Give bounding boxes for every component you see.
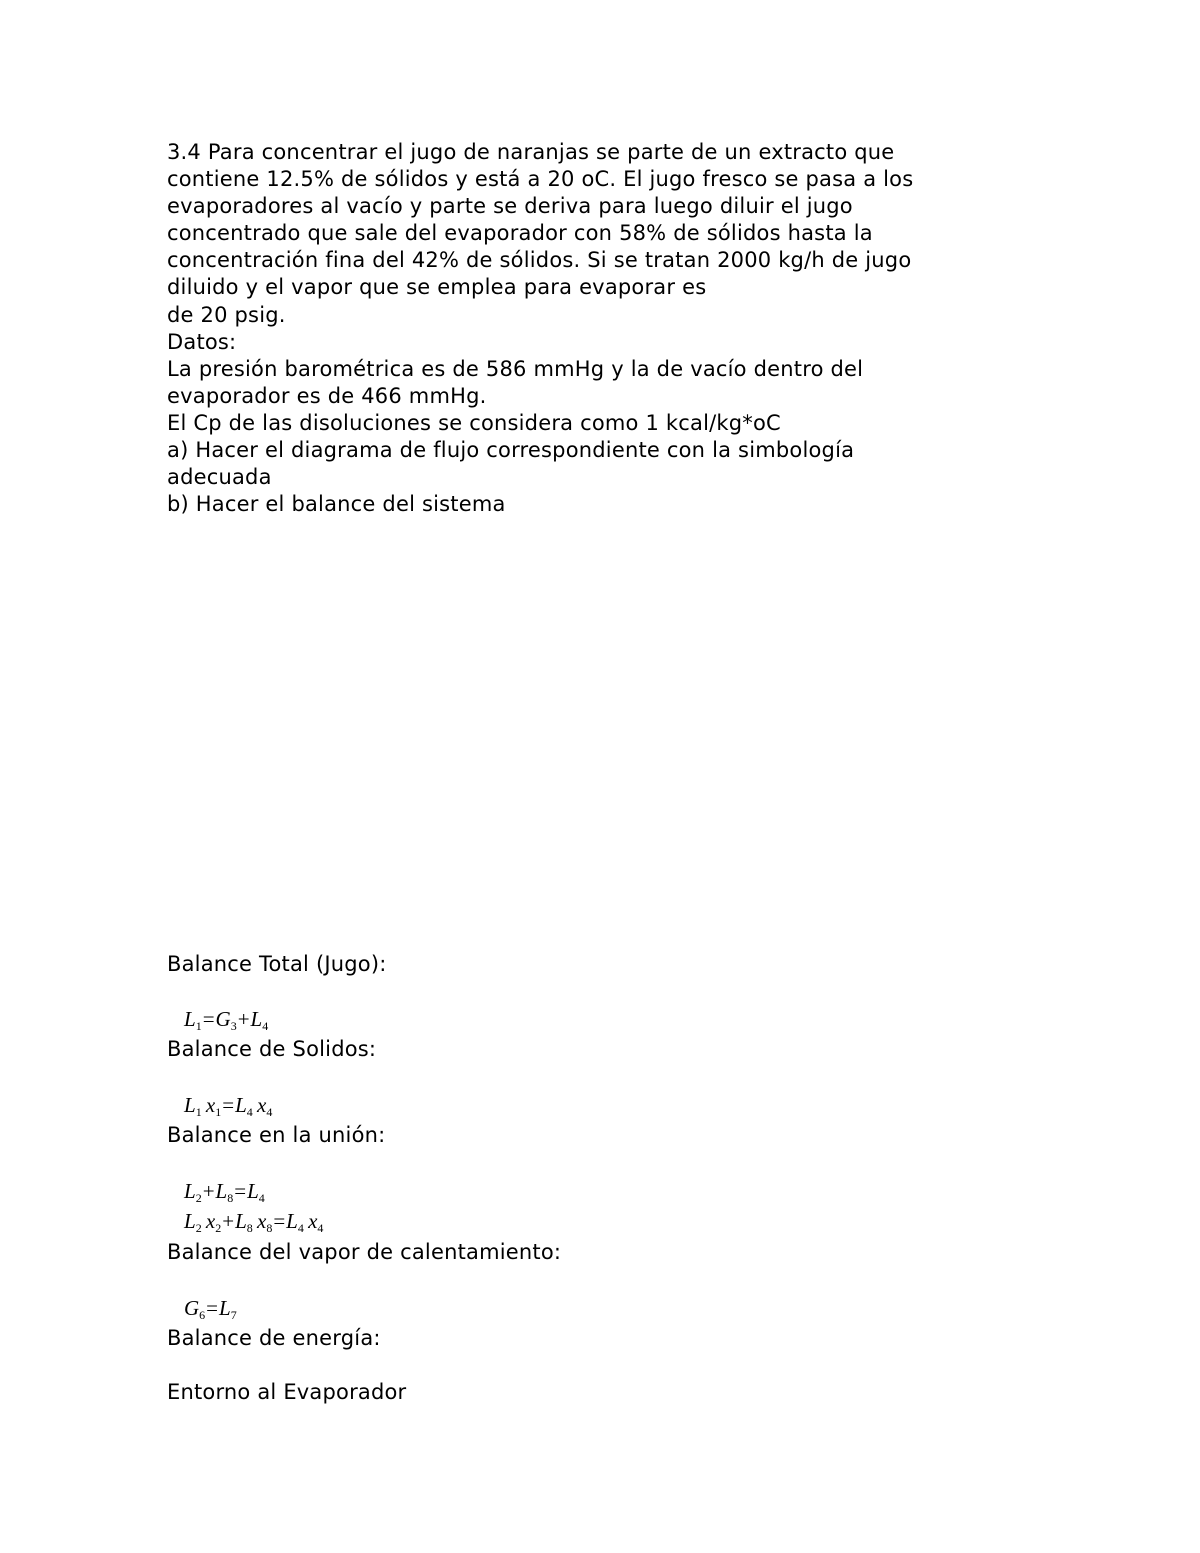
problem-line-6: diluido y el vapor que se emplea para evaporar es xyxy=(167,275,707,299)
balance-junction-heading: Balance en la unión: xyxy=(167,1123,386,1147)
equation-total-balance: $L_1=G_3+L_4$ xyxy=(184,1007,269,1033)
equation-steam-balance: $G_6=L_7$ xyxy=(184,1296,237,1322)
balance-solids-heading: Balance de Solidos: xyxy=(167,1037,377,1061)
balance-steam-heading: Balance del vapor de calentamiento: xyxy=(167,1240,562,1264)
problem-line-5: concentración fina del 42% de sólidos. Si se tratan 2000 kg/h de jugo xyxy=(167,248,912,272)
question-a-line-2: adecuada xyxy=(167,465,272,489)
problem-line-3: evaporadores al vacío y parte se deriva para luego diluir el jugo xyxy=(167,194,853,218)
problem-line-10: evaporador es de 466 mmHg. xyxy=(167,384,487,408)
problem-line-9: La presión barométrica es de 586 mmHg y la de vacío dentro del xyxy=(167,357,864,381)
problem-line-11: El Cp de las disoluciones se considera como 1 kcal/kg*oC xyxy=(167,411,781,435)
balance-total-heading: Balance Total (Jugo): xyxy=(167,952,387,976)
evaporator-heading: Entorno al Evaporador xyxy=(167,1380,407,1404)
equation-junction-solids: $L_2$ $x_2+L_8$ $x_8=L_4$ $x_4$ xyxy=(184,1209,324,1235)
equation-junction-flow: $L_2+L_8=L_4$ xyxy=(184,1179,265,1205)
question-a-line-1: a) Hacer el diagrama de flujo correspondiente con la simbología xyxy=(167,438,855,462)
problem-line-2: contiene 12.5% de sólidos y está a 20 oC. El jugo fresco se pasa a los xyxy=(167,167,914,191)
question-b: b) Hacer el balance del sistema xyxy=(167,492,506,516)
problem-line-7: de 20 psig. xyxy=(167,303,286,327)
datos-heading: Datos: xyxy=(167,330,237,354)
problem-line-4: concentrado que sale del evaporador con 58% de sólidos hasta la xyxy=(167,221,873,245)
equation-solids-balance: $L_1$ $x_1=L_4$ $x_4$ xyxy=(184,1093,273,1119)
problem-line-1: 3.4 Para concentrar el jugo de naranjas se parte de un extracto que xyxy=(167,140,895,164)
balance-energy-heading: Balance de energía: xyxy=(167,1326,381,1350)
